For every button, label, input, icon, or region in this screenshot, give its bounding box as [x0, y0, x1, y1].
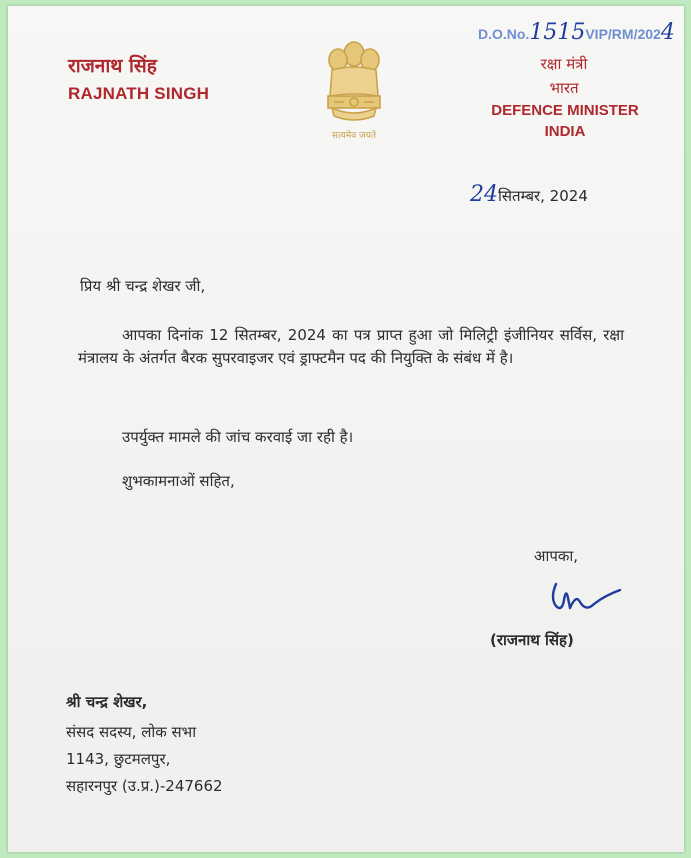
signer-name: (राजनाथ सिंह): [490, 631, 574, 649]
date-day-handwritten: 24: [470, 182, 498, 207]
letter-date: [470, 182, 588, 207]
designation-hindi: रक्षा मंत्री: [540, 55, 588, 73]
closing: आपका,: [534, 547, 579, 565]
recipient-address-line-2: 1143, छुटमलपुर,: [66, 750, 171, 768]
do-number-handwritten: 1515: [529, 20, 586, 45]
body-paragraph-2: उपर्युक्त मामले की जांच करवाई जा रही है।: [122, 428, 354, 446]
designation-english: DEFENCE MINISTER: [491, 102, 639, 119]
sender-name-hindi: राजनाथ सिंह: [68, 55, 157, 77]
sender-name-english: RAJNATH SINGH: [68, 84, 210, 103]
body-paragraph-1: [78, 324, 624, 370]
body-paragraph-3: शुभकामनाओं सहित,: [122, 472, 235, 490]
do-number-prefix: D.O.No.: [478, 26, 530, 42]
letter-page: [8, 6, 684, 852]
body-paragraph-1-text: आपका दिनांक 12 सितम्बर, 2024 का पत्र प्राप्त हुआ जो मिलिट्री इंजीनियर सर्विस, रक्षा मंत्रालय के अंतर्गत बैरक सुपरवाइजर एवं ड्राफ्टमैन पद की नियुक्ति के संबंध में है।: [78, 326, 624, 367]
signature-icon: [546, 576, 626, 620]
date-month-year: सितम्बर, 2024: [498, 187, 588, 205]
country-hindi: भारत: [549, 79, 579, 97]
country-english: INDIA: [544, 123, 586, 140]
do-number-suffix: VIP/RM/202: [585, 26, 661, 42]
emblem-motto: सत्यमेव जयते: [331, 131, 377, 141]
do-number-year-digit: 4: [660, 20, 675, 45]
recipient-name: श्री चन्द्र शेखर,: [66, 693, 148, 711]
recipient-address-line-1: संसद सदस्य, लोक सभा: [66, 723, 197, 741]
salutation: प्रिय श्री चन्द्र शेखर जी,: [80, 277, 206, 295]
recipient-address-line-3: सहारनपुर (उ.प्र.)-247662: [66, 777, 223, 795]
do-number: [478, 20, 675, 45]
